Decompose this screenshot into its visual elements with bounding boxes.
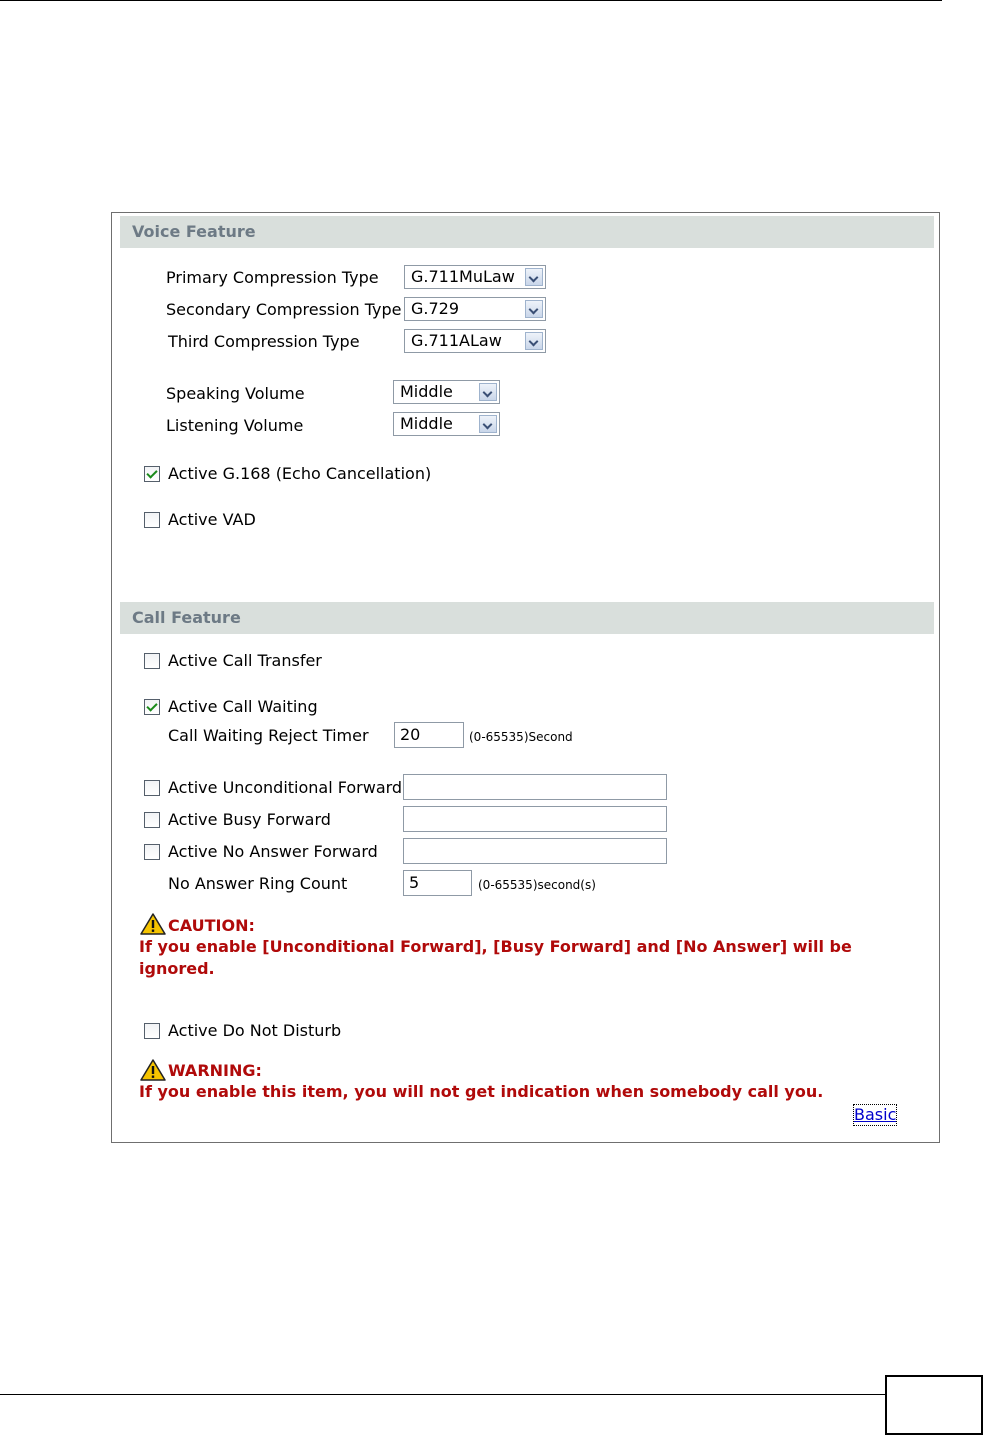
warning-title: WARNING: [168,1061,262,1080]
no-answer-forward-input[interactable] [403,838,667,864]
secondary-compression-label: Secondary Compression Type [166,300,402,319]
unconditional-forward-checkbox[interactable] [144,780,160,796]
call-transfer-label: Active Call Transfer [168,651,322,670]
vad-label: Active VAD [168,510,256,529]
listening-volume-value: Middle [400,414,453,433]
chevron-down-icon[interactable] [525,332,543,350]
basic-link[interactable]: Basic [854,1105,897,1124]
g168-label: Active G.168 (Echo Cancellation) [168,464,432,483]
listening-volume-select[interactable] [393,412,500,436]
voice-feature-header: Voice Feature [120,216,934,248]
secondary-compression-select[interactable] [404,297,546,321]
ring-count-label: No Answer Ring Count [168,874,348,893]
caution-text-line2: ignored. [139,959,215,978]
third-compression-value: G.711ALaw [411,331,502,350]
reject-timer-input[interactable]: 20 [394,722,464,748]
secondary-compression-value: G.729 [411,299,460,318]
no-answer-forward-label: Active No Answer Forward [168,842,378,861]
ring-count-hint: (0-65535)second(s) [478,878,596,892]
listening-volume-label: Listening Volume [166,416,304,435]
warning-text: If you enable this item, you will not get indication when somebody call you. [139,1082,824,1101]
call-transfer-checkbox[interactable] [144,653,160,669]
vad-checkbox[interactable] [144,512,160,528]
reject-timer-label: Call Waiting Reject Timer [168,726,369,745]
chevron-down-icon[interactable] [479,383,497,401]
third-compression-select[interactable] [404,329,546,353]
warning-triangle-icon [140,1059,166,1081]
caution-title: CAUTION: [168,916,255,935]
page-top-rule [0,0,942,1]
no-answer-forward-checkbox[interactable] [144,844,160,860]
busy-forward-checkbox[interactable] [144,812,160,828]
speaking-volume-select[interactable] [393,380,500,404]
page-number-box [885,1375,983,1435]
busy-forward-label: Active Busy Forward [168,810,331,829]
unconditional-forward-input[interactable] [403,774,667,800]
speaking-volume-value: Middle [400,382,453,401]
page-bottom-rule [0,1394,885,1395]
dnd-label: Active Do Not Disturb [168,1021,342,1040]
primary-compression-value: G.711MuLaw [411,267,515,286]
dnd-checkbox[interactable] [144,1023,160,1039]
ring-count-input[interactable]: 5 [403,870,472,896]
voice-call-settings-panel [111,212,940,1143]
chevron-down-icon[interactable] [479,415,497,433]
chevron-down-icon[interactable] [525,268,543,286]
speaking-volume-label: Speaking Volume [166,384,305,403]
g168-checkbox[interactable] [144,466,160,482]
call-waiting-checkbox[interactable] [144,699,160,715]
chevron-down-icon[interactable] [525,300,543,318]
call-waiting-label: Active Call Waiting [168,697,318,716]
primary-compression-label: Primary Compression Type [166,268,379,287]
warning-triangle-icon [140,913,166,935]
caution-text-line1: If you enable [Unconditional Forward], [Busy Forward] and [No Answer] will be [139,937,852,956]
busy-forward-input[interactable] [403,806,667,832]
unconditional-forward-label: Active Unconditional Forward [168,778,403,797]
call-feature-header: Call Feature [120,602,934,634]
reject-timer-hint: (0-65535)Second [469,730,573,744]
primary-compression-select[interactable] [404,265,546,289]
third-compression-label: Third Compression Type [168,332,360,351]
